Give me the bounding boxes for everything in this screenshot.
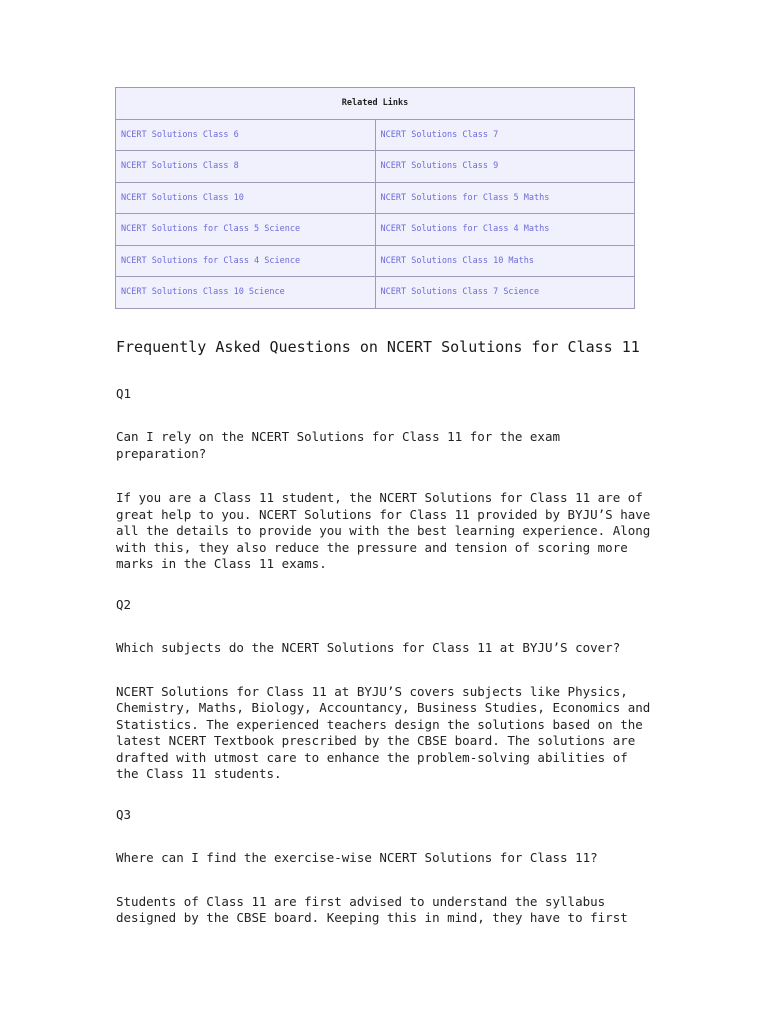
faq-q3-answer: Students of Class 11 are first advised to understand the syllabus designed by the CBSE board. Keeping this in mind, they have to first — [116, 893, 628, 925]
table-row — [116, 182, 635, 214]
table-cell — [116, 119, 376, 151]
link-ncert-class-9[interactable]: NCERT Solutions Class 9 — [380, 161, 499, 172]
related-links-table — [115, 87, 635, 309]
link-ncert-class-4-science[interactable]: NCERT Solutions for Class 4 Science — [121, 255, 301, 266]
related-links-header-row — [116, 88, 635, 120]
table-cell — [375, 151, 635, 183]
table-cell — [375, 277, 635, 309]
faq-q1-question: Can I rely on the NCERT Solutions for Class 11 for the exam preparation? — [116, 429, 561, 461]
faq-q2-question: Which subjects do the NCERT Solutions for Class 11 at BYJU’S cover? — [116, 639, 621, 655]
table-row — [116, 119, 635, 151]
table-cell — [375, 182, 635, 214]
link-ncert-class-7-science[interactable]: NCERT Solutions Class 7 Science — [380, 287, 540, 298]
link-ncert-class-6[interactable]: NCERT Solutions Class 6 — [121, 129, 239, 140]
faq-q2-label: Q2 — [116, 596, 132, 612]
table-cell — [116, 182, 376, 214]
link-ncert-class-7[interactable]: NCERT Solutions Class 7 — [380, 129, 499, 140]
faq-heading: Frequently Asked Questions on NCERT Solutions for Class 11 — [116, 338, 640, 356]
table-cell — [375, 214, 635, 246]
table-row — [116, 151, 635, 183]
faq-q1-label: Q1 — [116, 386, 132, 401]
faq-q3-question: Where can I find the exercise-wise NCERT Solutions for Class 11? — [116, 849, 598, 865]
link-ncert-class-5-science[interactable]: NCERT Solutions for Class 5 Science — [121, 224, 301, 235]
faq-q1-answer: If you are a Class 11 student, the NCERT Solutions for Class 11 are of great help to you. NCERT Solutions for Class 11 provided by BYJU’S have all the details to provide you with the best learning experience. Along with this, they also reduce the pressure and tension of scoring more marks in the Class 11 exams. — [116, 490, 651, 571]
table-row — [116, 214, 635, 246]
table-cell — [116, 151, 376, 183]
table-cell — [375, 119, 635, 151]
link-ncert-class-4-maths[interactable]: NCERT Solutions for Class 4 Maths — [380, 224, 550, 235]
table-cell — [375, 245, 635, 277]
link-ncert-class-8[interactable]: NCERT Solutions Class 8 — [121, 161, 239, 172]
table-row — [116, 277, 635, 309]
link-ncert-class-5-maths[interactable]: NCERT Solutions for Class 5 Maths — [380, 192, 550, 203]
faq-section — [116, 336, 656, 927]
faq-q2-answer: NCERT Solutions for Class 11 at BYJU’S covers subjects like Physics, Chemistry, Maths, Biology, Accountancy, Business Studies, Economics and Statistics. The experienced teachers design the solutions based on the latest NCERT Textbook prescribed by the CBSE board. The solutions are drafted with utmost care to enhance the problem-solving abilities of the Class 11 students. — [116, 683, 651, 781]
link-ncert-class-10-science[interactable]: NCERT Solutions Class 10 Science — [121, 287, 285, 298]
table-row — [116, 245, 635, 277]
table-cell — [116, 245, 376, 277]
link-ncert-class-10-maths[interactable]: NCERT Solutions Class 10 Maths — [380, 255, 535, 266]
link-ncert-class-10[interactable]: NCERT Solutions Class 10 — [121, 192, 244, 203]
faq-q3-label: Q3 — [116, 806, 132, 822]
table-cell — [116, 214, 376, 246]
table-cell — [116, 277, 376, 309]
related-links-title: Related Links — [116, 88, 635, 120]
